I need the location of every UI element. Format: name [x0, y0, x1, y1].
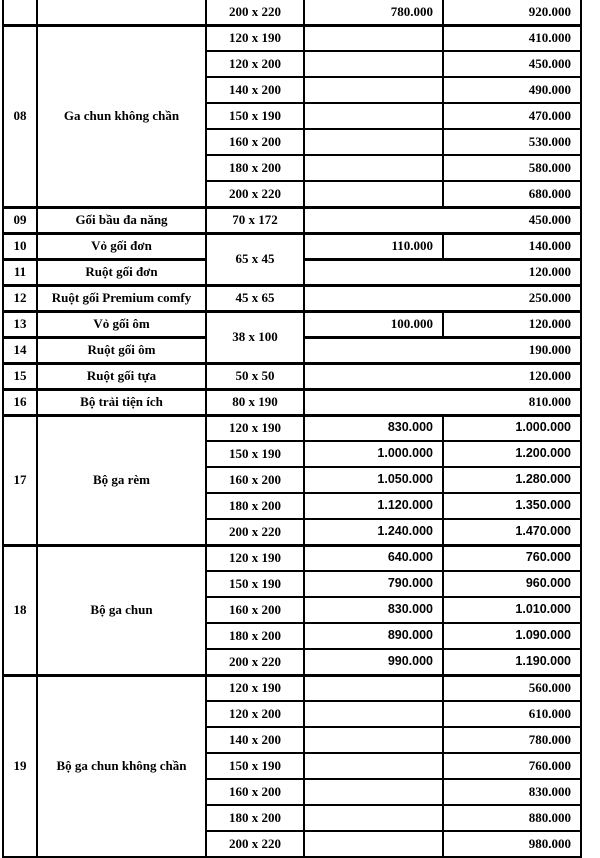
table-row: [3, 675, 581, 701]
price-col1-cell: 100.000: [304, 311, 443, 337]
item-no-cell: 13: [3, 311, 37, 337]
size-cell: 140 x 200: [206, 77, 304, 103]
price-merged-cell: 810.000: [304, 389, 581, 415]
size-cell: 160 x 200: [206, 597, 304, 623]
item-name-cell: Bộ ga rèm: [37, 415, 206, 545]
price-col2-cell: 140.000: [443, 233, 581, 259]
price-col1-cell: 1.000.000: [304, 441, 443, 467]
price-merged-cell: 120.000: [304, 363, 581, 389]
price-col2-cell: 1.000.000: [443, 415, 581, 441]
item-no-cell: 10: [3, 233, 37, 259]
size-cell: 200 x 220: [206, 181, 304, 207]
item-no-cell: 14: [3, 337, 37, 363]
price-col1-cell: 830.000: [304, 597, 443, 623]
size-cell: 65 x 45: [206, 233, 304, 285]
price-col2-cell: 530.000: [443, 129, 581, 155]
price-col2-cell: 120.000: [443, 311, 581, 337]
price-col1-cell: 110.000: [304, 233, 443, 259]
price-col2-cell: 1.010.000: [443, 597, 581, 623]
size-cell: 200 x 220: [206, 519, 304, 545]
item-no-cell: 15: [3, 363, 37, 389]
price-col1-cell: [304, 831, 443, 857]
size-cell: 80 x 190: [206, 389, 304, 415]
price-merged-cell: 450.000: [304, 207, 581, 233]
size-cell: 38 x 100: [206, 311, 304, 363]
size-cell: 180 x 200: [206, 623, 304, 649]
price-col2-cell: 1.470.000: [443, 519, 581, 545]
item-no-cell: 08: [3, 25, 37, 207]
price-col1-cell: 780.000: [304, 0, 443, 25]
price-col1-cell: 890.000: [304, 623, 443, 649]
price-col1-cell: 1.240.000: [304, 519, 443, 545]
item-no-cell: [3, 0, 37, 25]
price-col1-cell: 790.000: [304, 571, 443, 597]
price-col2-cell: 680.000: [443, 181, 581, 207]
size-cell: 180 x 200: [206, 155, 304, 181]
price-col2-cell: 780.000: [443, 727, 581, 753]
size-cell: 120 x 190: [206, 415, 304, 441]
item-name-cell: Ruột gối ôm: [37, 337, 206, 363]
size-cell: 45 x 65: [206, 285, 304, 311]
price-col2-cell: 1.280.000: [443, 467, 581, 493]
item-name-cell: Vỏ gối ôm: [37, 311, 206, 337]
price-col1-cell: [304, 181, 443, 207]
table-row: [3, 233, 581, 259]
price-col2-cell: 450.000: [443, 51, 581, 77]
price-col1-cell: [304, 51, 443, 77]
price-col2-cell: 490.000: [443, 77, 581, 103]
price-col2-cell: 580.000: [443, 155, 581, 181]
item-no-cell: 18: [3, 545, 37, 675]
price-col1-cell: [304, 727, 443, 753]
table-row: [3, 311, 581, 337]
size-cell: 150 x 190: [206, 753, 304, 779]
size-cell: 200 x 220: [206, 649, 304, 675]
price-col1-cell: 1.050.000: [304, 467, 443, 493]
item-name-cell: Ruột gối đơn: [37, 259, 206, 285]
price-col2-cell: 560.000: [443, 675, 581, 701]
price-col2-cell: 920.000: [443, 0, 581, 25]
item-no-cell: 16: [3, 389, 37, 415]
price-col2-cell: 960.000: [443, 571, 581, 597]
size-cell: 180 x 200: [206, 493, 304, 519]
price-col1-cell: [304, 77, 443, 103]
item-name-cell: Bộ trải tiện ích: [37, 389, 206, 415]
price-col1-cell: [304, 103, 443, 129]
price-col2-cell: 1.090.000: [443, 623, 581, 649]
item-name-cell: Vỏ gối đơn: [37, 233, 206, 259]
size-cell: 150 x 190: [206, 441, 304, 467]
price-col2-cell: 1.190.000: [443, 649, 581, 675]
table-row: [3, 207, 581, 233]
item-no-cell: 17: [3, 415, 37, 545]
item-name-cell: Bộ ga chun không chần: [37, 675, 206, 857]
price-col2-cell: 760.000: [443, 545, 581, 571]
item-name-cell: Bộ ga chun: [37, 545, 206, 675]
price-merged-cell: 190.000: [304, 337, 581, 363]
size-cell: 70 x 172: [206, 207, 304, 233]
price-col1-cell: [304, 155, 443, 181]
price-col2-cell: 610.000: [443, 701, 581, 727]
item-name-cell: Gối bầu đa năng: [37, 207, 206, 233]
item-name-cell: Ruột gối Premium comfy: [37, 285, 206, 311]
price-col1-cell: 640.000: [304, 545, 443, 571]
table-row: [3, 389, 581, 415]
price-merged-cell: 120.000: [304, 259, 581, 285]
price-col1-cell: [304, 129, 443, 155]
size-cell: 120 x 190: [206, 545, 304, 571]
table-row: [3, 285, 581, 311]
item-no-cell: 11: [3, 259, 37, 285]
table-row: [3, 363, 581, 389]
price-table: [2, 0, 582, 858]
price-col2-cell: 760.000: [443, 753, 581, 779]
price-merged-cell: 250.000: [304, 285, 581, 311]
size-cell: 160 x 200: [206, 779, 304, 805]
size-cell: 160 x 200: [206, 467, 304, 493]
item-name-cell: [37, 0, 206, 25]
size-cell: 50 x 50: [206, 363, 304, 389]
price-col2-cell: 470.000: [443, 103, 581, 129]
size-cell: 120 x 200: [206, 51, 304, 77]
table-row: [3, 25, 581, 51]
size-cell: 150 x 190: [206, 103, 304, 129]
price-col2-cell: 1.200.000: [443, 441, 581, 467]
size-cell: 120 x 190: [206, 675, 304, 701]
table-row: [3, 545, 581, 571]
price-col1-cell: [304, 701, 443, 727]
price-col2-cell: 410.000: [443, 25, 581, 51]
price-col1-cell: 1.120.000: [304, 493, 443, 519]
price-col1-cell: [304, 753, 443, 779]
item-no-cell: 12: [3, 285, 37, 311]
item-name-cell: Ruột gối tựa: [37, 363, 206, 389]
price-col1-cell: [304, 25, 443, 51]
size-cell: 180 x 200: [206, 805, 304, 831]
price-col1-cell: [304, 805, 443, 831]
size-cell: 200 x 220: [206, 831, 304, 857]
price-col1-cell: [304, 675, 443, 701]
size-cell: 160 x 200: [206, 129, 304, 155]
size-cell: 200 x 220: [206, 0, 304, 25]
size-cell: 150 x 190: [206, 571, 304, 597]
item-no-cell: 09: [3, 207, 37, 233]
price-col2-cell: 980.000: [443, 831, 581, 857]
table-row: [3, 415, 581, 441]
table-row: [3, 0, 581, 25]
price-col1-cell: [304, 779, 443, 805]
price-col2-cell: 880.000: [443, 805, 581, 831]
size-cell: 120 x 200: [206, 701, 304, 727]
price-col2-cell: 1.350.000: [443, 493, 581, 519]
size-cell: 140 x 200: [206, 727, 304, 753]
item-no-cell: 19: [3, 675, 37, 857]
item-name-cell: Ga chun không chần: [37, 25, 206, 207]
price-col1-cell: 990.000: [304, 649, 443, 675]
price-col1-cell: 830.000: [304, 415, 443, 441]
price-col2-cell: 830.000: [443, 779, 581, 805]
size-cell: 120 x 190: [206, 25, 304, 51]
